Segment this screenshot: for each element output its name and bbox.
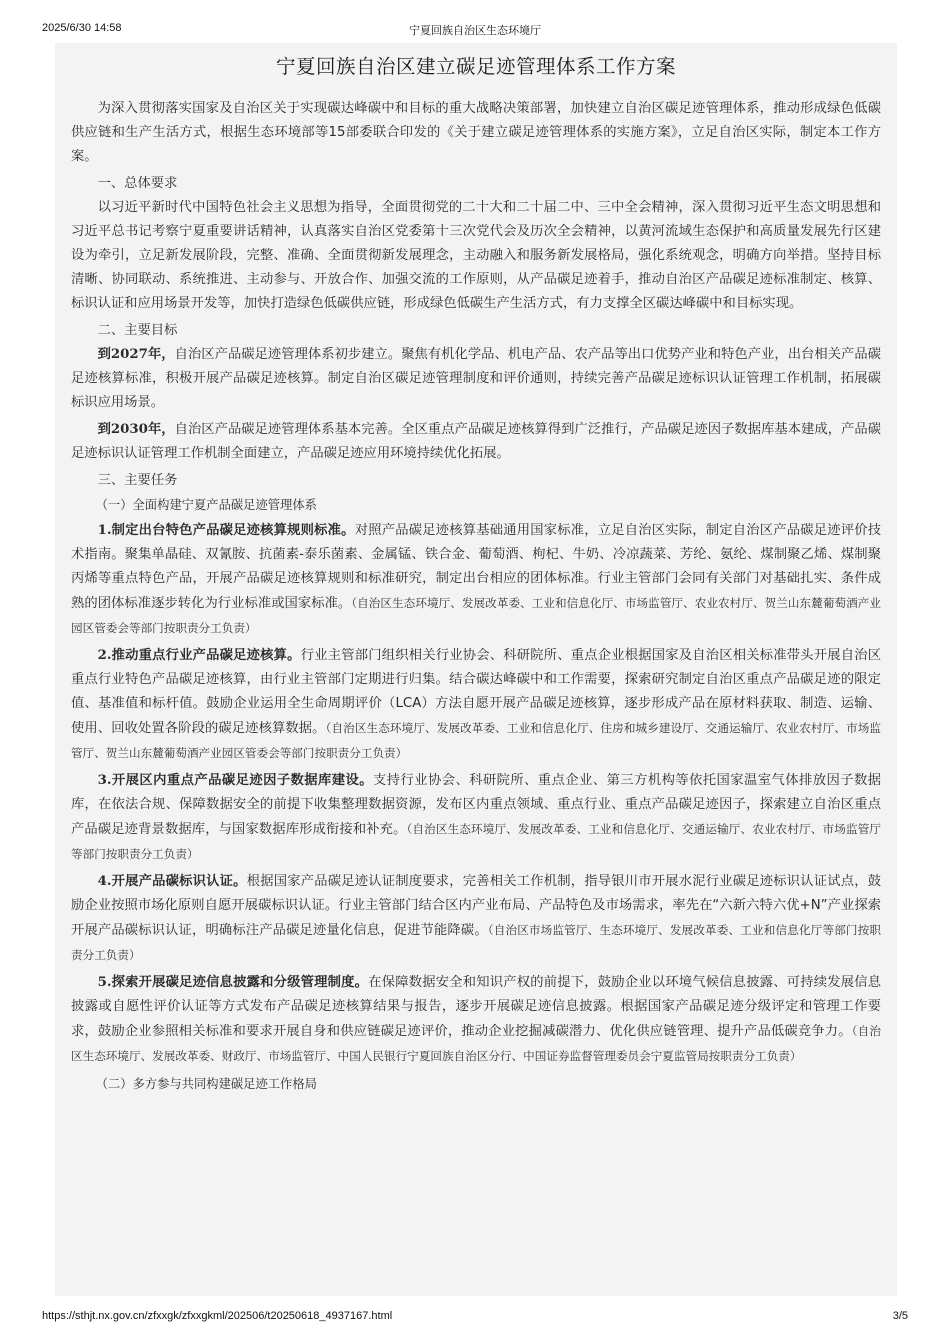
goal-2030-paragraph [71, 418, 881, 466]
task-5-text: 在保障数据安全和知识产权的前提下，鼓励企业以环境气候信息披露、可持续发展信息披露或自愿性评价认证等方式发布产品碳足迹核算结果与报告，逐步开展碳足迹信息披露。根据国家产品碳足迹分级评定和管理工作要求，鼓励企业参照相关标准和要求开展自身和供应链碳足迹评价，推动企业挖掘减碳潜力、优化供应链管理、提升产品低碳竞争力。 [71, 975, 881, 1039]
document-panel [55, 43, 897, 1296]
task-4-text: 根据国家产品碳足迹认证制度要求，完善相关工作机制，指导银川市开展水泥行业碳足迹标识认证试点，鼓励企业按照市场化原则自愿开展碳标识认证。行业主管部门结合区内产业布局、产品特色及市场需求，率先在“六新六特六优+N”产业探索开展产品碳标识认证，明确标注产品碳足迹量化信息，促进节能降碳。 [71, 874, 881, 938]
goal-2030-lead: 到2030年， [97, 422, 175, 437]
task-1-text: 对照产品碳足迹核算基础通用国家标准，立足自治区实际，制定自治区产品碳足迹评价技术指南。聚集单晶硅、双氰胺、抗菌素-泰乐菌素、金属锰、铁合金、葡萄酒、枸杞、牛奶、冷凉蔬菜、芳纶、氨纶、煤制聚乙烯、煤制聚丙烯等重点特色产品，开展产品碳足迹核算规则和标准研究，制定出台相应的团体标准。行业主管部门会同有关部门对基础扎实、条件成熟的团体标准逐步转化为行业标准或国家标准。 [71, 523, 881, 611]
task-2-text: 行业主管部门组织相关行业协会、科研院所、重点企业根据国家及自治区相关标准带头开展自治区重点行业特色产品碳足迹核算，由行业主管部门定期进行归集。结合碳达峰碳中和工作需要，探索研究制定自治区重点产品碳足迹的限定值、基准值和标杆值。鼓励企业运用全生命周期评价（LCA）方法自愿开展产品碳足迹核算，逐步形成产品在原材料获取、制造、运输、使用、回收处置各阶段的碳足迹核算数据。 [71, 648, 881, 736]
task-5-paragraph [71, 971, 881, 1069]
document-title: 宁夏回族自治区建立碳足迹管理体系工作方案 [275, 55, 676, 78]
task-2-lead: 2.推动重点行业产品碳足迹核算。 [97, 648, 301, 663]
subsection-heading-1: （一）全面构建宁夏产品碳足迹管理体系 [95, 498, 317, 512]
task-3-text: 支持行业协会、科研院所、重点企业、第三方机构等依托国家温室气体排放因子数据库，在依法合规、保障数据安全的前提下收集整理数据资源，发布区内重点领域、重点行业、重点产品碳足迹因子，探索建立自治区重点产品碳足迹背景数据库，与国家数据库形成衔接和补充。 [71, 773, 882, 837]
task-5-lead: 5.探索开展碳足迹信息披露和分级管理制度。 [97, 975, 369, 990]
print-header [42, 22, 908, 38]
task-1-lead: 1.制定出台特色产品碳足迹核算规则标准。 [97, 523, 355, 538]
general-requirements-paragraph: 以习近平新时代中国特色社会主义思想为指导，全面贯彻党的二十大和二十届二中、三中全会精神，深入贯彻习近平生态文明思想和习近平总书记考察宁夏重要讲话精神，认真落实自治区党委第十三次党代会及历次全会精神，以黄河流域生态保护和高质量发展先行区建设为牵引，立足新发展阶段，完整、准确、全面贯彻新发展理念，主动融入和服务新发展格局，强化系统观念，明确方向举措。坚持目标清晰、协同联动、系统推进、主动参与、开放合作、加强交流的工作原则，从产品碳足迹着手，推动自治区产品碳足迹标准制定、核算、标识认证和应用场景开发等，加快打造绿色低碳供应链，形成绿色低碳生产生活方式，有力支撑全区碳达峰碳中和目标实现。 [71, 200, 881, 311]
goal-2030-text: 自治区产品碳足迹管理体系基本完善。全区重点产品碳足迹核算得到广泛推行，产品碳足迹因子数据库基本建成，产品碳足迹标识认证管理工作机制全面建立，产品碳足迹应用环境持续优化拓展。 [71, 422, 881, 461]
goal-2027-lead: 到2027年， [97, 347, 175, 362]
section-heading-tasks: 三、主要任务 [97, 473, 178, 488]
intro-paragraph: 为深入贯彻落实国家及自治区关于实现碳达峰碳中和目标的重大战略决策部署，加快建立自治区碳足迹管理体系，推动形成绿色低碳供应链和生产生活方式，根据生态环境部等15部委联合印发的《关于建立碳足迹管理体系的实施方案》，立足自治区实际，制定本工作方案。 [71, 101, 881, 164]
task-4-departments: （自治区市场监管厅、生态环境厅、发展改革委、工业和信息化厅等部门按职责分工负责） [71, 923, 882, 962]
task-2-paragraph [71, 644, 881, 766]
task-3-departments: （自治区生态环境厅、发展改革委、工业和信息化厅、交通运输厅、农业农村厅、市场监管厅等部门按职责分工负责） [71, 822, 882, 861]
print-footer [42, 1310, 908, 1326]
task-3-paragraph [71, 769, 881, 867]
goal-2027-text: 自治区产品碳足迹管理体系初步建立。聚焦有机化学品、机电产品、农产品等出口优势产业和特色产业，出台相关产品碳足迹核算标准，积极开展产品碳足迹核算。制定自治区碳足迹管理制度和评价通则，持续完善产品碳足迹标识认证管理工作机制，拓展碳标识应用场景。 [71, 347, 881, 410]
task-3-lead: 3.开展区内重点产品碳足迹因子数据库建设。 [97, 773, 374, 788]
print-site-title: 宁夏回族自治区生态环境厅 [409, 25, 541, 37]
task-4-lead: 4.开展产品碳标识认证。 [97, 874, 247, 889]
goal-2027-paragraph [71, 343, 881, 415]
task-1-paragraph [71, 519, 881, 641]
task-1-departments: （自治区生态环境厅、发展改革委、工业和信息化厅、市场监管厅、农业农村厅、贺兰山东麓葡萄酒产业园区管委会等部门按职责分工负责） [71, 596, 881, 635]
page-number: 3/5 [892, 1310, 908, 1322]
task-2-departments: （自治区生态环境厅、发展改革委、工业和信息化厅、住房和城乡建设厅、交通运输厅、农业农村厅、市场监管厅、贺兰山东麓葡萄酒产业园区管委会等部门按职责分工负责） [71, 721, 881, 760]
print-datetime: 2025/6/30 14:58 [42, 22, 122, 34]
subsection-heading-2: （二）多方参与共同构建碳足迹工作格局 [95, 1077, 317, 1091]
section-heading-general: 一、总体要求 [97, 176, 178, 191]
task-4-paragraph [71, 870, 881, 968]
section-heading-goals: 二、主要目标 [97, 323, 178, 338]
print-url[interactable]: https://sthjt.nx.gov.cn/zfxxgk/zfxxgkml/202506/t20250618_4937167.html [42, 1310, 393, 1322]
task-5-departments: （自治区生态环境厅、发展改革委、财政厅、市场监管厅、中国人民银行宁夏回族自治区分行、中国证券监督管理委员会宁夏监管局按职责分工负责） [71, 1024, 881, 1063]
